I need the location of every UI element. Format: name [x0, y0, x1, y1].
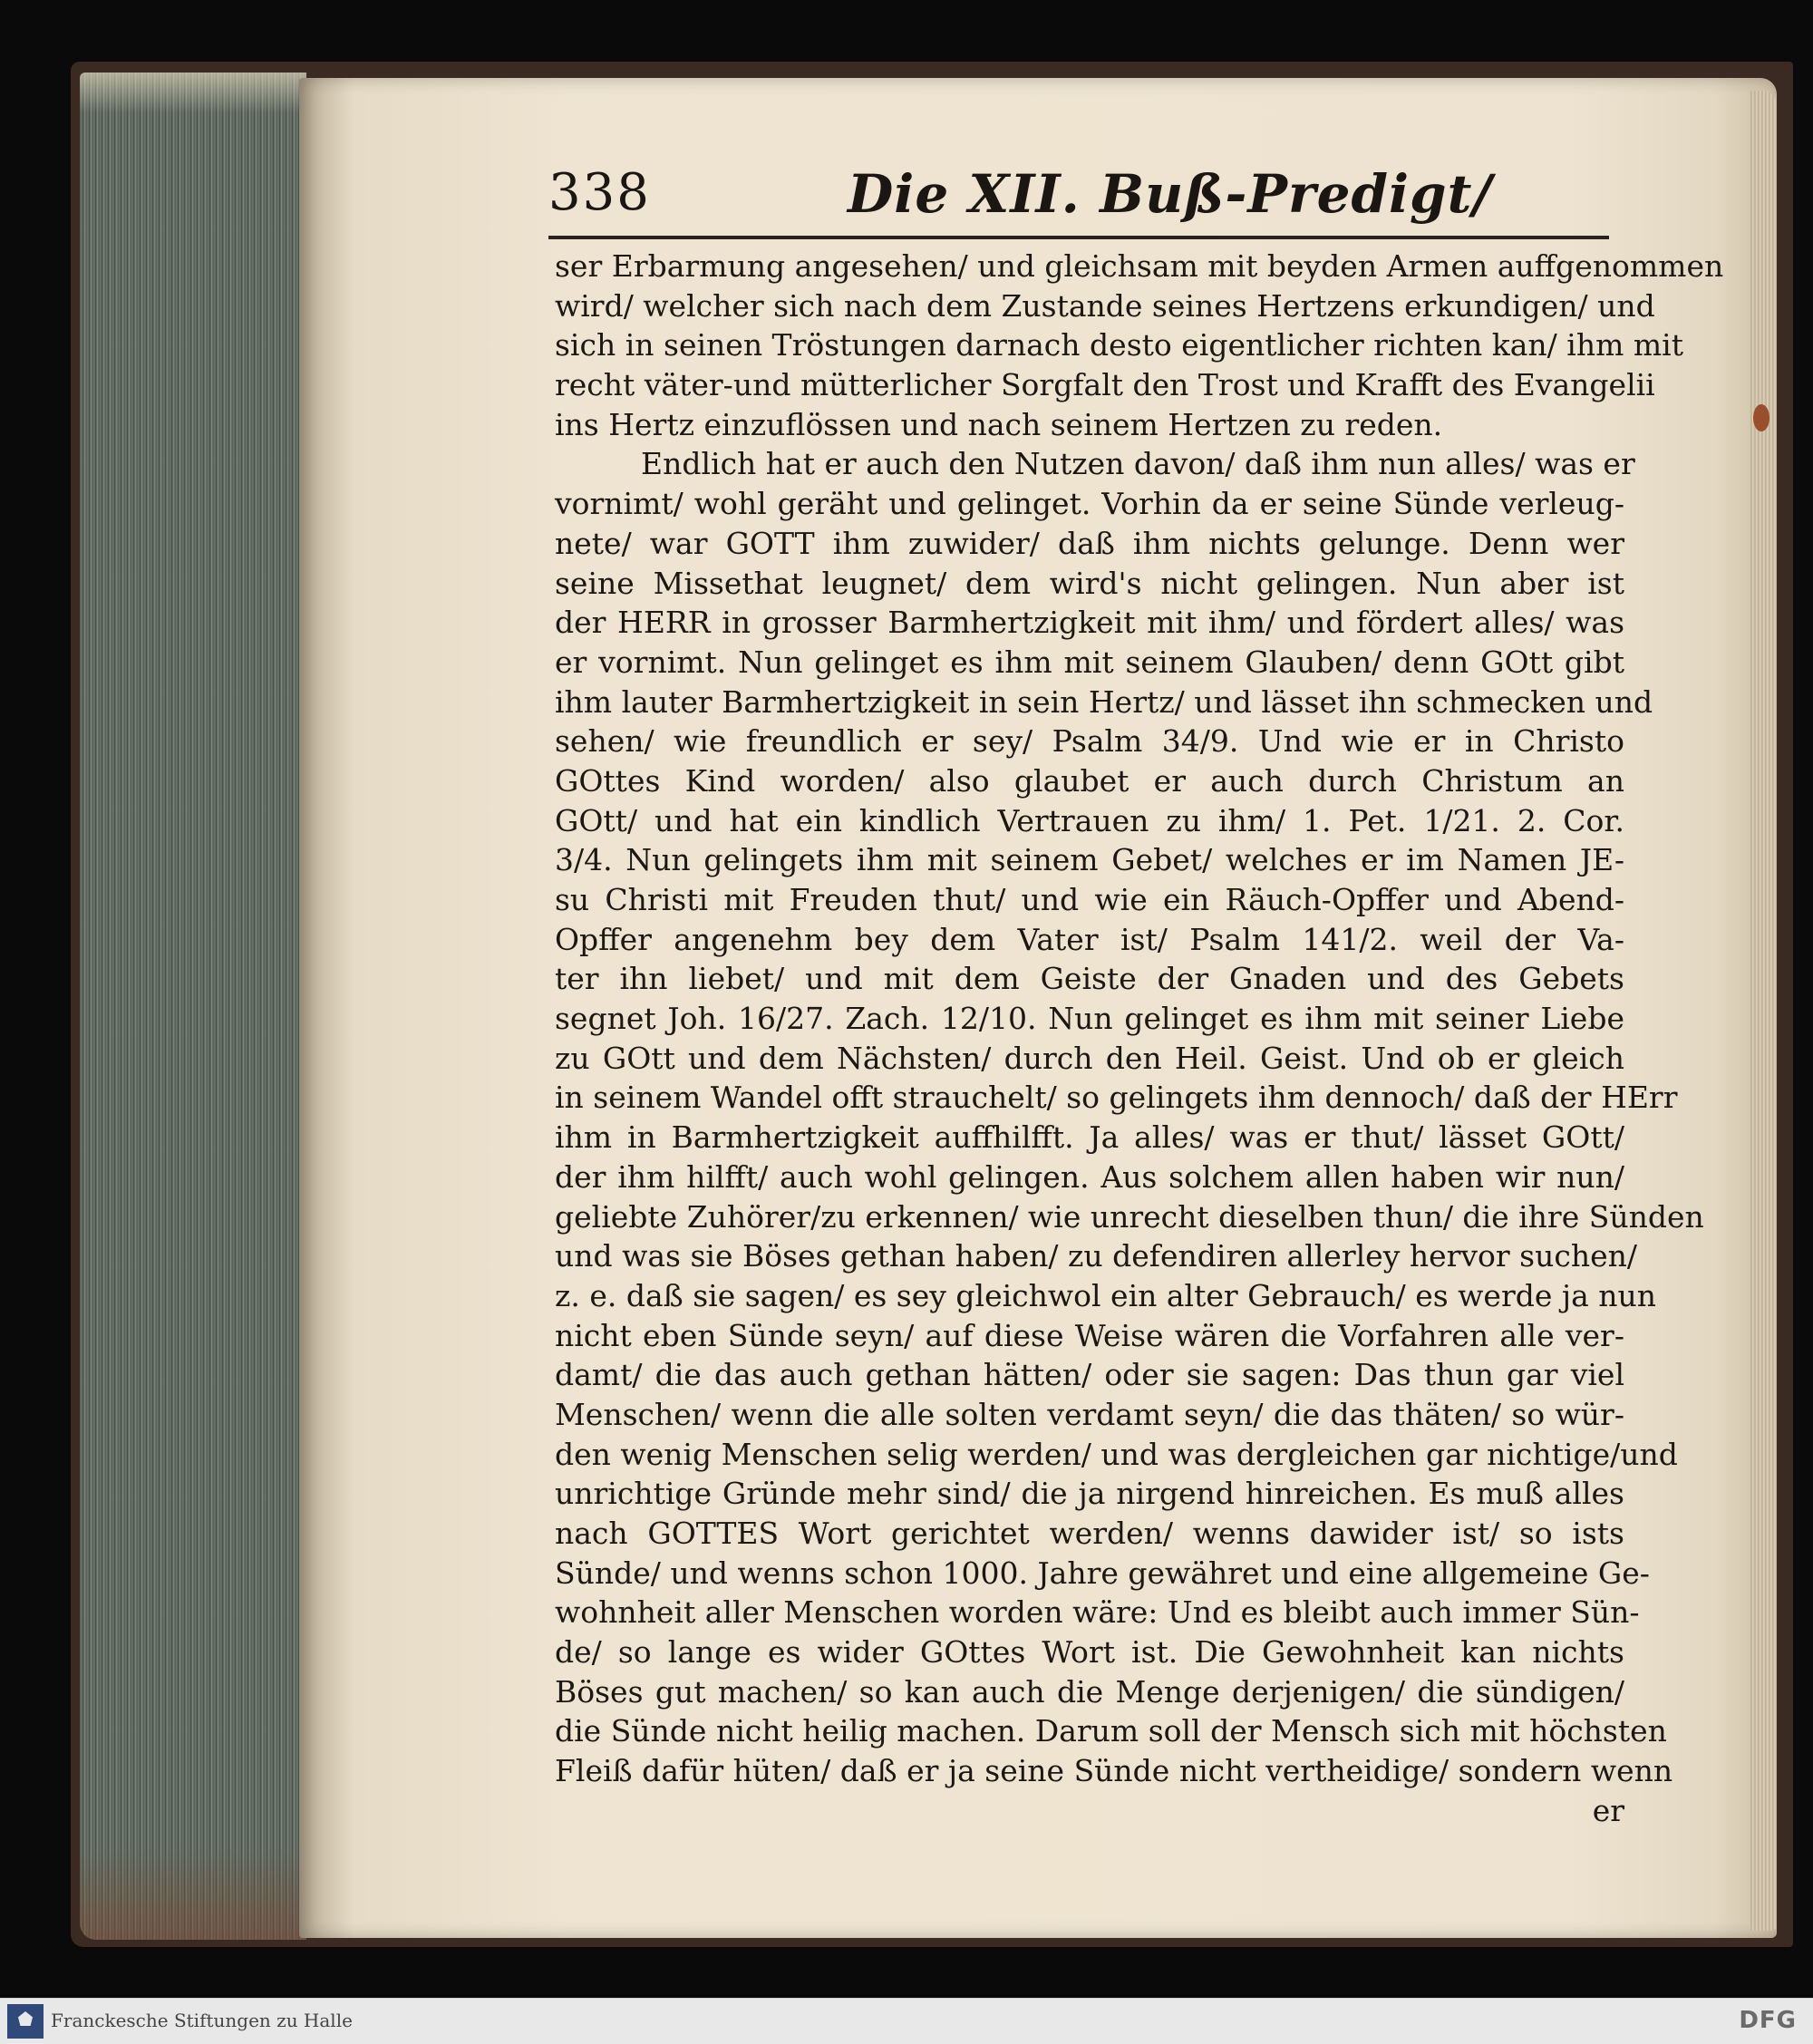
- text-line: ins Hertz einzuflössen und nach seinem Hertzen zu reden.: [555, 406, 1443, 442]
- text-line: de/ so lange es wider GOttes Wort ist. Die Gewohnheit kan nichts: [555, 1634, 1624, 1671]
- text-line: ser Erbarmung angesehen/ und gleichsam mit beyden Armen auffgenommen: [555, 248, 1724, 284]
- text-line: Sünde/ und wenns schon 1000. Jahre gewähret und eine allgemeine Ge-: [555, 1555, 1650, 1591]
- text-line: ihm in Barmhertzigkeit auffhilfft. Ja alles/ was er thut/ lässet GOtt/: [555, 1119, 1624, 1156]
- page-stain: [1753, 404, 1769, 431]
- text-line: der HERR in grosser Barmhertzigkeit mit ihm/ und fördert alles/ was: [555, 605, 1624, 641]
- text-line: unrichtige Gründe mehr sind/ die ja nirgend hinreichen. Es muß alles: [555, 1476, 1624, 1512]
- text-line: nach GOTTES Wort gerichtet werden/ wenns dawider ist/ so ists: [555, 1516, 1624, 1551]
- text-line: wohnheit aller Menschen worden wäre: Und es bleibt auch immer Sün-: [555, 1594, 1640, 1631]
- text-line: und was sie Böses gethan haben/ zu defendiren allerley hervor suchen/: [555, 1238, 1637, 1274]
- text-line: nicht eben Sünde seyn/ auf diese Weise wären die Vorfahren alle ver-: [555, 1317, 1624, 1353]
- catchword: er: [1592, 1792, 1624, 1828]
- text-line: ihm lauter Barmhertzigkeit in sein Hertz/ und lässet ihn schmecken und: [555, 683, 1653, 720]
- viewer-footer: [0, 1998, 1813, 2044]
- text-line: ter ihn liebet/ und mit dem Geiste der Gnaden und des Gebets: [555, 961, 1624, 997]
- text-line: den wenig Menschen selig werden/ und was dergleichen gar nichtige/und: [555, 1436, 1678, 1472]
- page-right-edge: [1750, 91, 1777, 1931]
- body-text: [555, 247, 1724, 1831]
- text-line: segnet Joh. 16/27. Zach. 12/10. Nun gelinget es ihm mit seiner Liebe: [555, 1001, 1624, 1037]
- text-line: nete/ war GOTT ihm zuwider/ daß ihm nichts gelunge. Denn wer: [555, 525, 1624, 561]
- text-line: seine Missethat leugnet/ dem wird's nicht gelingen. Nun aber ist: [555, 565, 1624, 601]
- dfg-logo[interactable]: DFG: [1739, 2007, 1797, 2034]
- running-title: Die XII. Buß-Predigt/: [848, 163, 1493, 225]
- header-rule: [548, 236, 1609, 239]
- text-line: in seinem Wandel offt strauchelt/ so gelingets ihm dennoch/ daß der HErr: [555, 1080, 1678, 1116]
- page-header: [548, 163, 1609, 239]
- text-line: 3/4. Nun gelingets ihm mit seinem Gebet/ welches er im Namen JE-: [555, 842, 1624, 878]
- text-line: der ihm hilfft/ auch wohl gelingen. Aus solchem allen haben wir nun/: [555, 1158, 1624, 1195]
- text-line: recht väter-und mütterlicher Sorgfalt den Trost und Krafft des Evangelii: [555, 367, 1655, 403]
- institution-name[interactable]: Franckesche Stiftungen zu Halle: [51, 2010, 353, 2031]
- text-line: Fleiß dafür hüten/ daß er ja seine Sünde nicht vertheidige/ sondern wenn: [555, 1753, 1673, 1789]
- text-line: damt/ die das auch gethan hätten/ oder sie sagen: Das thun gar viel: [555, 1357, 1624, 1393]
- text-line: GOtt/ und hat ein kindlich Vertrauen zu ihm/ 1. Pet. 1/21. 2. Cor.: [555, 802, 1624, 838]
- text-line: vornimt/ wohl geräht und gelinget. Vorhin da er seine Sünde verleug-: [555, 486, 1624, 522]
- text-line: su Christi mit Freuden thut/ und wie ein Räuch-Opffer und Abend-: [555, 882, 1624, 917]
- text-line: Böses gut machen/ so kan auch die Menge derjenigen/ die sündigen/: [555, 1673, 1624, 1710]
- text-line: wird/ welcher sich nach dem Zustande seines Hertzens erkundigen/ und: [555, 287, 1655, 324]
- text-line: die Sünde nicht heilig machen. Darum soll der Mensch sich mit höchsten: [555, 1713, 1667, 1749]
- text-line: Opffer angenehm bey dem Vater ist/ Psalm 141/2. weil der Va-: [555, 921, 1624, 957]
- institution-logo-icon[interactable]: [7, 2004, 44, 2039]
- text-line: geliebte Zuhörer/zu erkennen/ wie unrecht dieselben thun/ die ihre Sünden: [555, 1198, 1704, 1235]
- text-line: z. e. daß sie sagen/ es sey gleichwol ein alter Gebrauch/ es werde ja nun: [555, 1277, 1657, 1313]
- text-line: er vornimt. Nun gelinget es ihm mit seinem Glauben/ denn GOtt gibt: [555, 644, 1624, 680]
- text-line: Menschen/ wenn die alle solten verdamt seyn/ die das thäten/ so wür-: [555, 1396, 1624, 1432]
- page-number: 338: [548, 163, 651, 222]
- text-line: GOttes Kind worden/ also glaubet er auch durch Christum an: [555, 762, 1624, 799]
- text-line: Endlich hat er auch den Nutzen davon/ daß ihm nun alles/ was er: [641, 446, 1635, 482]
- text-line: sehen/ wie freundlich er sey/ Psalm 34/9. Und wie er in Christo: [555, 723, 1624, 760]
- text-line: zu GOtt und dem Nächsten/ durch den Heil. Geist. Und ob er gleich: [555, 1040, 1624, 1076]
- page-stack-shade: [80, 73, 306, 1940]
- text-line: sich in seinen Tröstungen darnach desto eigentlicher richten kan/ ihm mit: [555, 327, 1683, 363]
